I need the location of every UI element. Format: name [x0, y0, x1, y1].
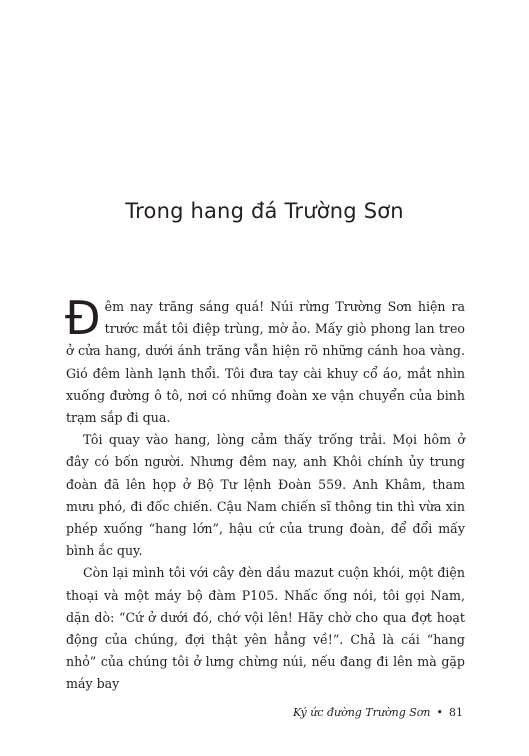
paragraph-3: Còn lại mình tôi với cây đèn dầu mazut cuộn khói, một điện thoại và một máy bộ đàm P105. Nhấc ống nói, tôi gọi Nam, dặn dò: “Cứ ở dưới đó, chớ vội lên! Hãy chờ cho qua đợt hoạt động của chúng, đợi thật yên hẳng về!”. Chả là cái “hang nhỏ” của chúng tôi ở lưng chừng núi, nếu đang đi lên mà gặp máy bay: [66, 565, 465, 692]
paragraph-1-text: êm nay trăng sáng quá! Núi rừng Trường Sơn hiện ra trước mắt tôi điệp trùng, mờ ảo. Mấy giò phong lan treo ở cửa hang, dưới ánh trăng vẫn hiện rõ những cánh hoa vàng. Gió đêm lành lạnh thổi. Tôi đưa tay cài khuy cổ áo, mắt nhìn xuống đường ô tô, nơi có những đoàn xe vận chuyển của binh trạm sắp đi qua.: [66, 299, 465, 426]
page-footer: [293, 706, 463, 719]
paragraph-2: Tôi quay vào hang, lòng cảm thấy trống trải. Mọi hôm ở đây có bốn người. Nhưng đêm nay, anh Khôi chính ủy trung đoàn đã lên họp ở Bộ Tư lệnh Đoàn 559. Anh Khâm, tham mưu phó, đi đốc chiến. Cậu Nam chiến sĩ thông tin thì vừa xin phép xuống “hang lớn”, hậu cứ của trung đoàn, để đổi mấy bình ắc quy.: [66, 432, 465, 559]
paragraph-1: [65, 291, 465, 429]
page-number: 81: [449, 706, 463, 719]
body-text: [65, 291, 465, 696]
drop-cap: Đ: [65, 291, 101, 345]
chapter-title: Trong hang đá Trường Sơn: [125, 199, 404, 223]
footer-separator: •: [436, 706, 443, 719]
running-title: Ký ức đường Trường Sơn: [292, 706, 431, 719]
